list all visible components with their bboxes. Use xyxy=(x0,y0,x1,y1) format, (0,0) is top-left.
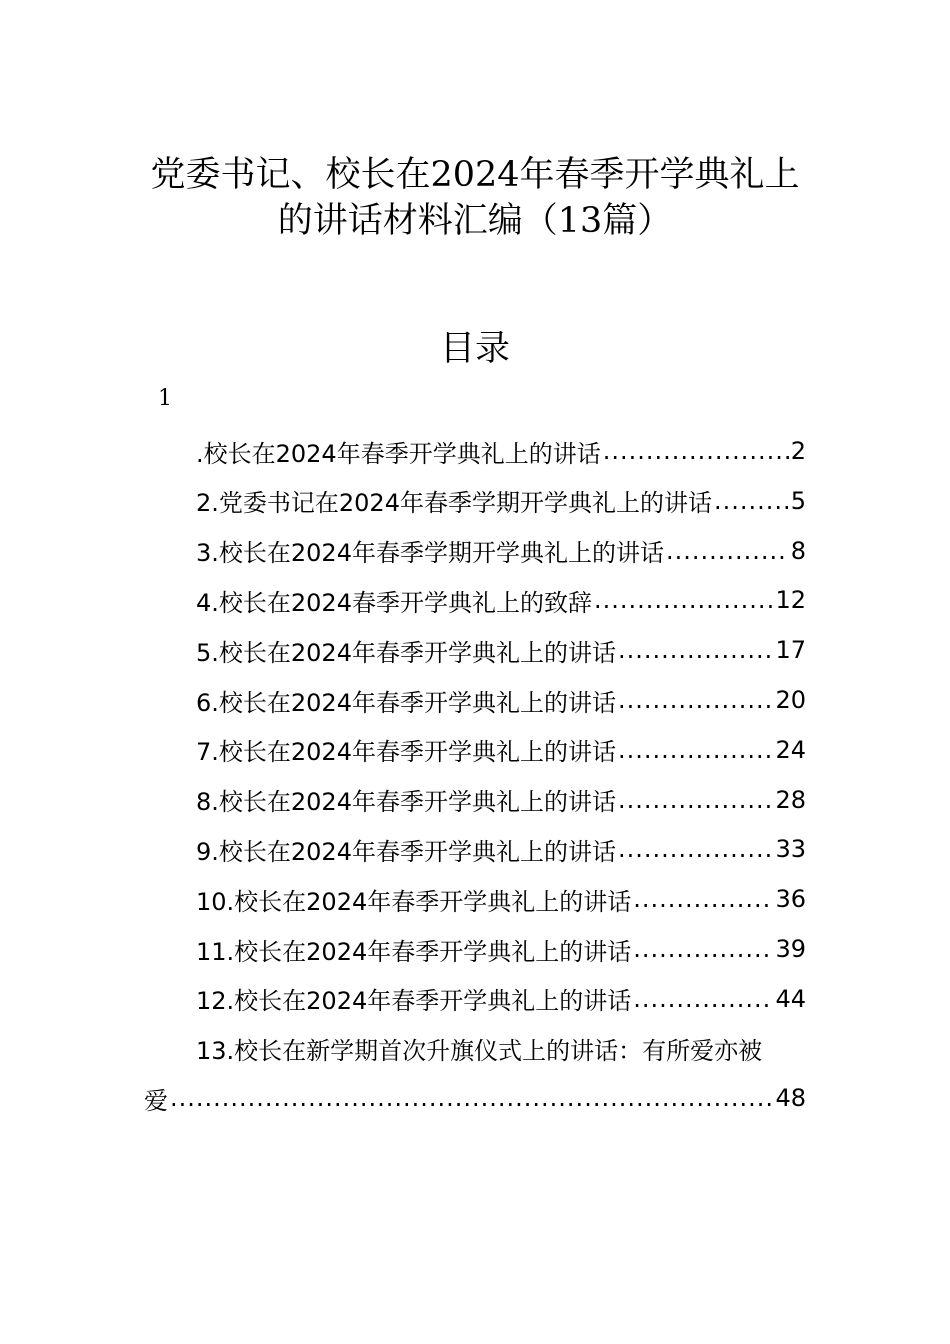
toc-entry-title: 12.校长在2024年春季开学典礼上的讲话 xyxy=(196,987,632,1016)
toc-entry-last-line1[interactable] xyxy=(196,1024,806,1074)
toc-entry[interactable] xyxy=(196,426,806,476)
toc-entry-title: 7.校长在2024年春季开学典礼上的讲话 xyxy=(196,738,616,767)
toc-entry-title: 8.校长在2024年春季开学典礼上的讲话 xyxy=(196,788,616,817)
toc-entry-title: .校长在2024年春季开学典礼上的讲话 xyxy=(196,439,601,468)
toc-entry-title: 6.校长在2024年春季开学典礼上的讲话 xyxy=(196,688,616,717)
toc-dot-leader xyxy=(666,537,789,565)
toc-entry-last-line2[interactable] xyxy=(144,1073,806,1123)
stray-page-number: 1 xyxy=(158,386,172,411)
toc-dot-leader xyxy=(170,1084,773,1112)
toc-entry-page: 44 xyxy=(775,984,806,1013)
toc-entry-title: 5.校长在2024年春季开学典礼上的讲话 xyxy=(196,638,616,667)
toc-entry[interactable] xyxy=(196,824,806,874)
toc-entry-page: 17 xyxy=(775,636,806,665)
toc-entry[interactable] xyxy=(196,526,806,576)
toc-entry-title: 13.校长在新学期首次升旗仪式上的讲话：有所爱亦被 xyxy=(196,1037,763,1066)
toc-entry-title: 10.校长在2024年春季开学典礼上的讲话 xyxy=(196,887,632,916)
document-title-line2: 的讲话材料汇编（13篇） xyxy=(277,201,673,241)
toc-entry[interactable] xyxy=(196,476,806,526)
toc-entry-title: 3.校长在2024年春季学期开学典礼上的讲话 xyxy=(196,539,664,568)
toc-dot-leader xyxy=(618,736,773,764)
toc-dot-leader xyxy=(594,586,773,614)
toc-entry[interactable] xyxy=(196,775,806,825)
toc-entry-title: 2.党委书记在2024年春季学期开学典礼上的讲话 xyxy=(196,489,712,518)
toc-entry-page: 20 xyxy=(775,686,806,714)
toc-dot-leader xyxy=(603,437,789,465)
toc-entry[interactable] xyxy=(196,625,806,675)
toc-dot-leader xyxy=(618,636,773,664)
toc-entry[interactable] xyxy=(196,874,806,924)
toc-entry[interactable] xyxy=(196,575,806,625)
toc-entry-page: 33 xyxy=(775,835,806,864)
toc-entry-page: 39 xyxy=(775,935,806,963)
toc-entry[interactable] xyxy=(196,675,806,725)
toc-dot-leader xyxy=(633,985,773,1013)
toc-entry-page: 5 xyxy=(790,486,806,515)
toc-dot-leader xyxy=(633,885,773,913)
toc-entry-page: 2 xyxy=(790,437,806,465)
toc-dot-leader xyxy=(618,686,773,714)
toc-dot-leader xyxy=(633,935,773,963)
toc-entry-page: 12 xyxy=(775,586,806,615)
document-title-line1: 党委书记、校长在2024年春季开学典礼上 xyxy=(150,155,800,195)
toc-dot-leader xyxy=(618,786,773,814)
toc-dot-leader xyxy=(714,487,789,515)
toc-entry-title: 4.校长在2024春季开学典礼上的致辞 xyxy=(196,588,592,617)
toc-entry-title: 9.校长在2024年春季开学典礼上的讲话 xyxy=(196,837,616,866)
toc-dot-leader xyxy=(618,835,773,863)
toc-entry-page: 48 xyxy=(775,1084,806,1113)
toc-entry-title-continued: 爱 xyxy=(144,1086,168,1115)
toc-entry-page: 28 xyxy=(775,785,806,814)
toc-entry-page: 8 xyxy=(790,536,806,565)
toc-entry[interactable] xyxy=(196,974,806,1024)
toc-entry-page: 24 xyxy=(775,735,806,764)
toc-entry[interactable] xyxy=(196,725,806,775)
toc-entry-page: 36 xyxy=(775,885,806,914)
toc-entry[interactable] xyxy=(196,924,806,974)
toc-entry-title: 11.校长在2024年春季开学典礼上的讲话 xyxy=(196,937,632,966)
toc-heading: 目录 xyxy=(439,329,510,369)
